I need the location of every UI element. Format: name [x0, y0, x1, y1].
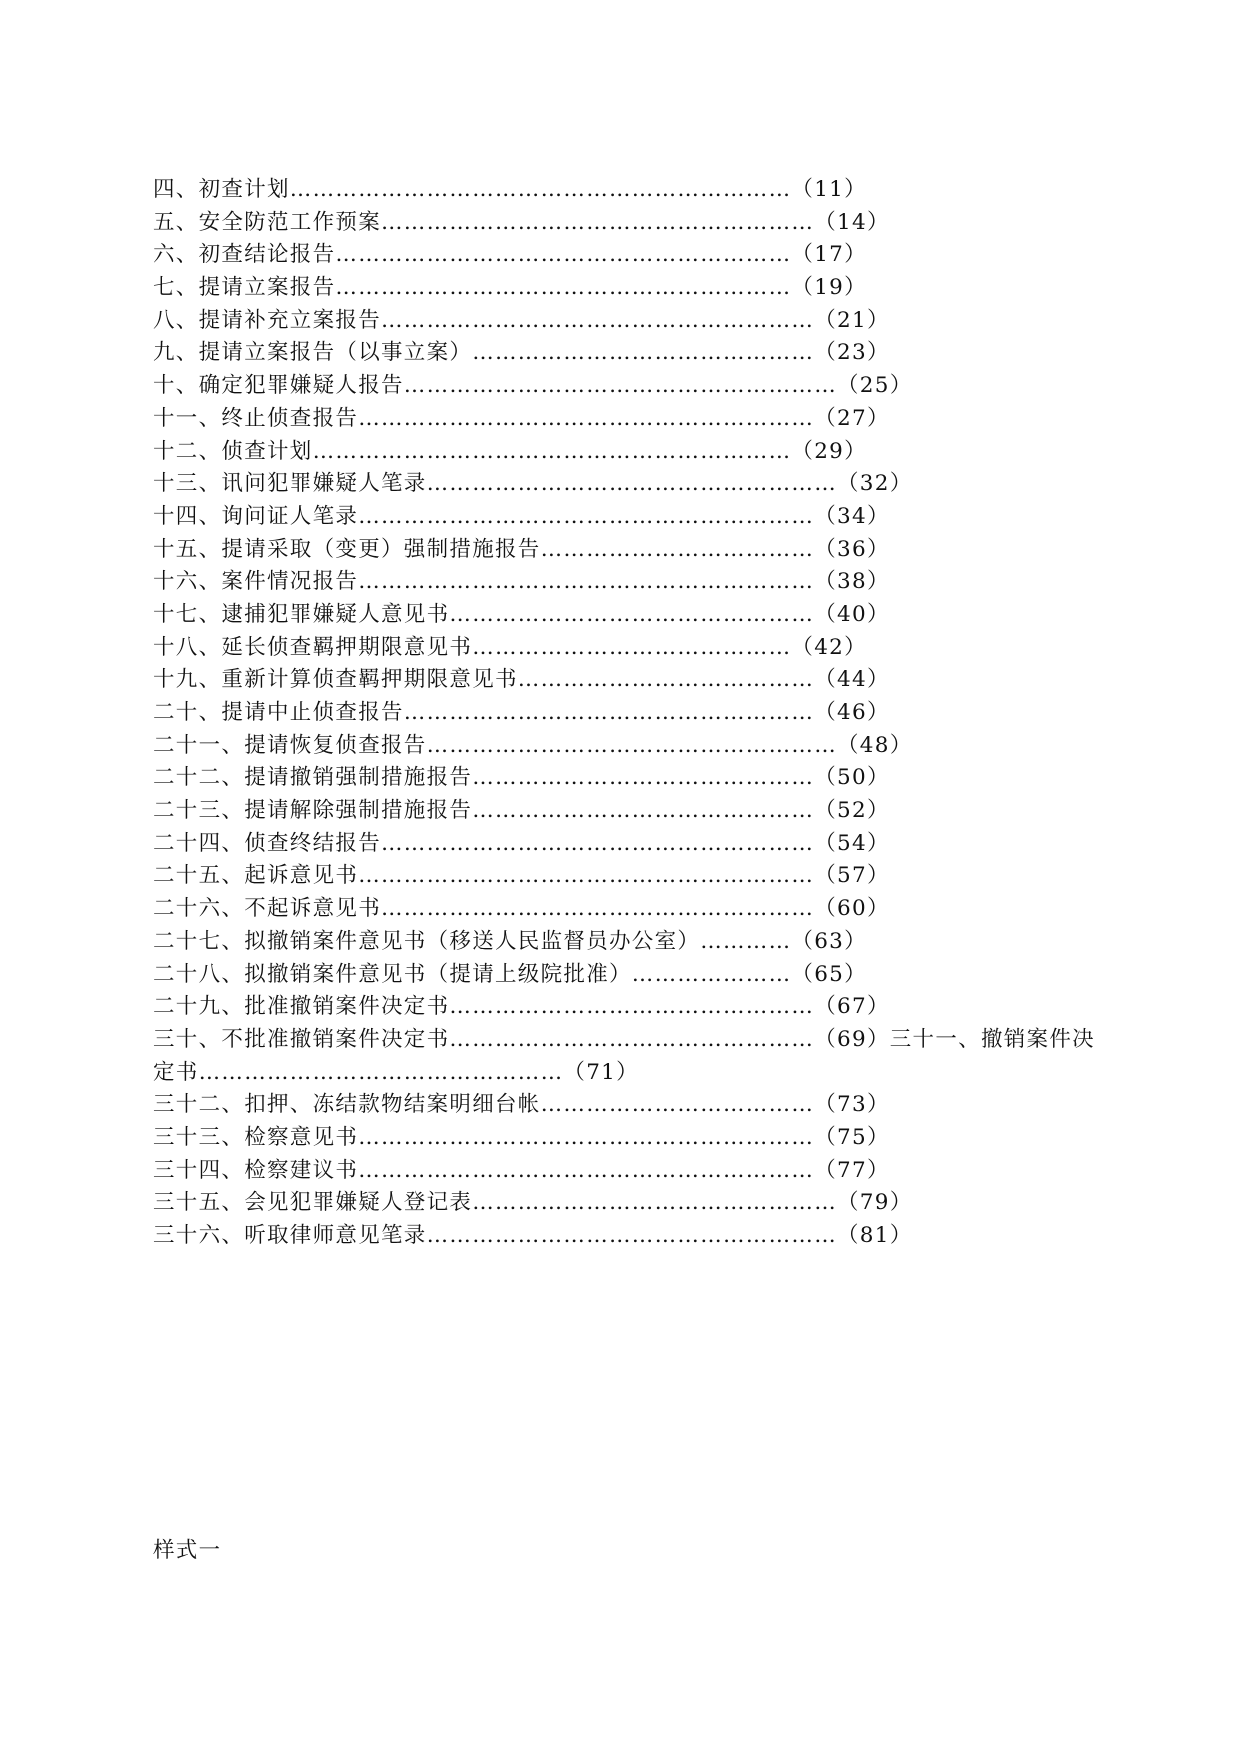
- toc-entry: 二十七、拟撤销案件意见书（移送人民监督员办公室）…………（63）: [153, 928, 867, 954]
- toc-entry: 十六、案件情况报告……………………………………………………（38）: [153, 569, 890, 595]
- toc-entry: 十八、延长侦查羁押期限意见书……………………………………（42）: [153, 634, 867, 660]
- toc-entry: 十二、侦查计划………………………………………………………（29）: [153, 438, 867, 464]
- toc-entry: 十九、重新计算侦查羁押期限意见书…………………………………（44）: [153, 667, 890, 693]
- toc-entry: 十三、讯问犯罪嫌疑人笔录………………………………………………（32）: [153, 471, 913, 497]
- toc-entry: 十四、询问证人笔录……………………………………………………（34）: [153, 503, 890, 529]
- toc-entry: 二十九、批准撤销案件决定书…………………………………………（67）: [153, 994, 890, 1020]
- style-label: 样式一: [153, 1538, 222, 1563]
- toc-entry: 六、初查结论报告……………………………………………………（17）: [153, 242, 867, 268]
- toc-entry: 二十八、拟撤销案件意见书（提请上级院批准）…………………（65）: [153, 961, 867, 987]
- table-of-contents: [153, 174, 1113, 1253]
- toc-entry: 二十五、起诉意见书……………………………………………………（57）: [153, 863, 890, 889]
- toc-entry: 二十四、侦查终结报告…………………………………………………（54）: [153, 830, 890, 856]
- toc-entry: 二十六、不起诉意见书…………………………………………………（60）: [153, 896, 890, 922]
- toc-entry: 九、提请立案报告（以事立案）………………………………………（23）: [153, 340, 890, 366]
- toc-entry: 十五、提请采取（变更）强制措施报告………………………………（36）: [153, 536, 890, 562]
- toc-entry: 三十四、检察建议书……………………………………………………（77）: [153, 1157, 890, 1183]
- toc-entry: 二十、提请中止侦查报告………………………………………………（46）: [153, 700, 890, 725]
- toc-entry: 二十一、提请恢复侦查报告………………………………………………（48）: [153, 732, 913, 758]
- toc-entry: 三十六、听取律师意见笔录………………………………………………（81）: [153, 1223, 913, 1249]
- toc-entry: 二十三、提请解除强制措施报告………………………………………（52）: [153, 798, 890, 824]
- toc-entry: 八、提请补充立案报告…………………………………………………（21）: [153, 307, 890, 333]
- toc-entry: 三十二、扣押、冻结款物结案明细台帐………………………………（73）: [153, 1092, 890, 1118]
- toc-entry: 七、提请立案报告……………………………………………………（19）: [153, 275, 867, 301]
- toc-entry: 四、初查计划…………………………………………………………（11）: [153, 177, 867, 202]
- toc-entry: 十七、逮捕犯罪嫌疑人意见书…………………………………………（40）: [153, 601, 890, 627]
- toc-entry: 十一、终止侦查报告……………………………………………………（27）: [153, 405, 890, 431]
- toc-entry: 二十二、提请撤销强制措施报告………………………………………（50）: [153, 765, 890, 791]
- toc-entry: 五、安全防范工作预案…………………………………………………（14）: [153, 209, 890, 235]
- toc-entry: 三十三、检察意见书……………………………………………………（75）: [153, 1124, 890, 1150]
- toc-entry: 三十五、会见犯罪嫌疑人登记表…………………………………………（79）: [153, 1190, 913, 1216]
- toc-entry: 十、确定犯罪嫌疑人报告…………………………………………………（25）: [153, 373, 913, 399]
- toc-entry: 三十、不批准撤销案件决定书…………………………………………（69）三十一、撤销案件决定书…………………………………………（71）: [153, 1026, 1095, 1085]
